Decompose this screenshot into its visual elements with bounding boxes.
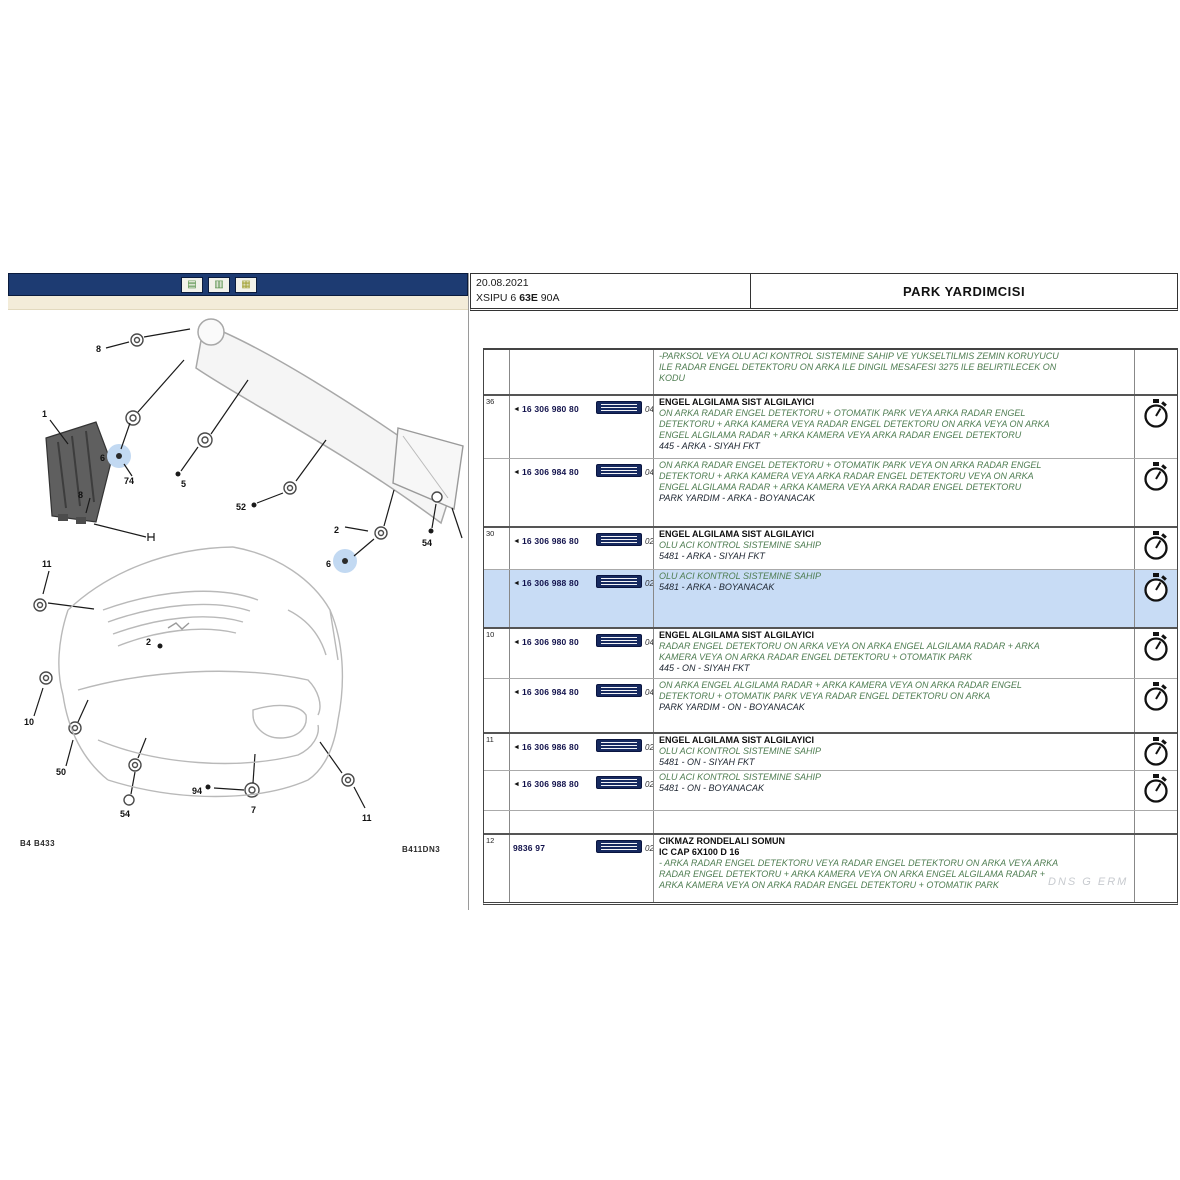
quantity: 04 (645, 468, 654, 477)
price-cell (596, 734, 653, 770)
badge-stripes-icon (601, 843, 637, 850)
header-date-ref (471, 274, 751, 308)
part-number-cell (510, 811, 596, 833)
part-number-link[interactable]: 16 306 988 80 (521, 779, 579, 789)
price-cell (596, 771, 653, 810)
callout-label[interactable]: 54 (422, 538, 433, 548)
price-badge[interactable] (596, 401, 642, 414)
table-row-selected[interactable] (484, 569, 1177, 627)
price-badge[interactable] (596, 533, 642, 546)
parts-table-panel (470, 273, 1178, 905)
part-number-link[interactable]: 9836 97 (513, 843, 546, 853)
diagram-panel (8, 273, 469, 910)
row-marker-icon: ◄ (513, 781, 520, 788)
part-number-cell (510, 528, 596, 569)
control-module-part (46, 422, 111, 522)
diagram-header-strip (8, 296, 468, 310)
table-row (484, 732, 1177, 770)
callout-label[interactable]: 8 (96, 344, 102, 354)
part-number-cell (510, 570, 596, 627)
header-date: 20.08.2021 (476, 277, 529, 289)
price-cell (596, 396, 653, 458)
description-cell: OLU ACI KONTROL SISTEMINE SAHIP 5481 - ARKA - BOYANACAK (653, 570, 1134, 627)
callout-label[interactable]: 5 (181, 479, 187, 489)
part-number-link[interactable]: 16 306 986 80 (521, 742, 579, 752)
stopwatch-icon[interactable] (1143, 531, 1169, 561)
description-cell: ON ARKA ENGEL ALGILAMA RADAR + ARKA KAMERA VEYA ON ARKA RADAR ENGEL DETEKTORU + OTOMATIK PARK VEYA RADAR ENGEL DETEKTORU ON ARKA PARK YARDIM - ON - BOYANACAK (653, 679, 1134, 732)
price-badge[interactable] (596, 840, 642, 853)
stopwatch-icon[interactable] (1143, 399, 1169, 429)
price-cell (596, 459, 653, 526)
group-number-cell (484, 459, 510, 526)
description-cell: ENGEL ALGILAMA SIST ALGILAYICI ON ARKA RADAR ENGEL DETEKTORU + OTOMATIK PARK VEYA ARKA RADAR ENGEL DETEKTORU + ARKA KAMERA VEYA RADAR ENGEL DETEKTORU ON ARKA VEYA ON ARKA ENGEL ALGILAMA RADAR + ARKA KAMERA VEYA ARKA RADAR ENGEL DETEKTORU 445 - ARKA - SIYAH FKT (653, 396, 1134, 458)
callout-label[interactable]: 54 (120, 809, 131, 819)
callout-label[interactable]: 10 (24, 717, 35, 727)
group-number-cell (484, 811, 510, 833)
front-bumper-fascia (59, 547, 343, 797)
price-cell (596, 350, 653, 394)
price-cell (596, 679, 653, 732)
callout-label[interactable]: 11 (362, 813, 372, 823)
part-number-cell (510, 629, 596, 678)
part-number-cell (510, 350, 596, 394)
callout-label[interactable]: 7 (251, 805, 257, 815)
callout-label[interactable]: 6 (100, 453, 106, 463)
diagram-code-left: B4 B433 (20, 839, 56, 848)
page-title: PARK YARDIMCISI (902, 283, 1026, 299)
callout-label[interactable]: 11 (42, 559, 52, 569)
quantity: 02 (645, 844, 654, 853)
callout-label[interactable]: 52 (236, 502, 247, 512)
description-cell (653, 811, 1134, 833)
description-cell: -PARKSOL VEYA OLU ACI KONTROL SISTEMINE SAHIP VE YUKSELTILMIS ZEMIN KORUYUCU ILE RADAR ENGEL DETEKTORU ON ARKA ILE DINGIL MESAFESI 3275 ILE BELIRTILECEK ON KODU (653, 350, 1134, 394)
labor-time-cell (1134, 835, 1177, 902)
part-number-cell (510, 396, 596, 458)
labor-time-cell (1134, 629, 1177, 678)
labor-time-cell (1134, 459, 1177, 526)
part-number-cell (510, 771, 596, 810)
table-header (470, 273, 1178, 311)
stopwatch-icon[interactable] (1143, 632, 1169, 662)
quantity: 04 (645, 405, 654, 414)
table-row (484, 627, 1177, 678)
group-number-cell: 11 (484, 734, 510, 770)
price-badge[interactable] (596, 634, 642, 647)
quantity: 02 (645, 780, 654, 789)
row-marker-icon: ◄ (513, 469, 520, 476)
price-badge[interactable] (596, 575, 642, 588)
callout-label[interactable]: 8 (78, 490, 84, 500)
price-cell (596, 629, 653, 678)
row-marker-icon: ◄ (513, 744, 520, 751)
labor-time-cell (1134, 771, 1177, 810)
price-badge[interactable] (596, 776, 642, 789)
callout-label[interactable]: 50 (56, 767, 67, 777)
callout-label[interactable]: 94 (192, 786, 203, 796)
part-number-link[interactable]: 16 306 980 80 (521, 404, 579, 414)
quantity: 04 (645, 688, 654, 697)
labor-time-cell (1134, 811, 1177, 833)
badge-stripes-icon (601, 687, 637, 694)
group-number-cell (484, 350, 510, 394)
price-cell (596, 528, 653, 569)
header-reference: XSIPU 6 63E 90A (476, 292, 560, 304)
quantity: 04 (645, 638, 654, 647)
callout-label[interactable]: 74 (124, 476, 135, 486)
toolbar-icon-2[interactable]: ▥ (208, 277, 230, 293)
table-row (484, 526, 1177, 569)
group-number-cell (484, 679, 510, 732)
labor-time-cell (1134, 570, 1177, 627)
diagram-code-right: B411DN3 (402, 845, 441, 854)
table-row-spacer (484, 810, 1177, 833)
labor-time-cell (1134, 734, 1177, 770)
highlighted-sensor-2[interactable] (333, 549, 357, 573)
row-marker-icon: ◄ (513, 538, 520, 545)
price-cell (596, 811, 653, 833)
stopwatch-icon[interactable] (1143, 737, 1169, 767)
labor-time-cell (1134, 350, 1177, 394)
part-number-link[interactable]: 16 306 988 80 (521, 578, 579, 588)
row-marker-icon: ◄ (513, 689, 520, 696)
group-number-cell: 36 (484, 396, 510, 458)
quantity: 02 (645, 537, 654, 546)
toolbar-icon-1[interactable]: ▤ (181, 277, 203, 293)
stopwatch-icon[interactable] (1143, 462, 1169, 492)
description-cell: ENGEL ALGILAMA SIST ALGILAYICI OLU ACI KONTROL SISTEMINE SAHIP 5481 - ON - SIYAH FKT (653, 734, 1134, 770)
part-number-cell (510, 835, 596, 902)
stopwatch-icon[interactable] (1143, 682, 1169, 712)
table-row-note (484, 350, 1177, 394)
badge-stripes-icon (601, 637, 637, 644)
callout-label[interactable]: 1 (42, 409, 48, 419)
group-number-cell: 12 (484, 835, 510, 902)
group-number-cell: 10 (484, 629, 510, 678)
group-number-cell (484, 570, 510, 627)
price-badge[interactable] (596, 739, 642, 752)
quantity: 02 (645, 743, 654, 752)
table-row (484, 458, 1177, 526)
callout-label[interactable]: 2 (146, 637, 152, 647)
table-row (484, 770, 1177, 810)
toolbar-icon-3[interactable]: ▦ (235, 277, 257, 293)
part-number-cell (510, 734, 596, 770)
group-number-cell: 30 (484, 528, 510, 569)
description-cell: ENGEL ALGILAMA SIST ALGILAYICI RADAR ENGEL DETEKTORU ON ARKA VEYA ON ARKA ENGEL ALGILAMA RADAR + ARKA KAMERA VEYA ON ARKA RADAR ENGEL DETEKTORU + OTOMATIK PARK 445 - ON - SIYAH FKT (653, 629, 1134, 678)
stopwatch-icon[interactable] (1143, 573, 1169, 603)
part-number-link[interactable]: 16 306 984 80 (521, 687, 579, 697)
highlighted-sensor-1[interactable] (107, 444, 131, 468)
badge-stripes-icon (601, 742, 637, 749)
exploded-view-drawing (8, 310, 468, 909)
row-marker-icon: ◄ (513, 639, 520, 646)
table-row (484, 833, 1177, 902)
badge-stripes-icon (601, 467, 637, 474)
price-badge[interactable] (596, 464, 642, 477)
badge-stripes-icon (601, 536, 637, 543)
labor-time-cell (1134, 396, 1177, 458)
labor-time-cell (1134, 679, 1177, 732)
description-cell: OLU ACI KONTROL SISTEMINE SAHIP 5481 - ON - BOYANACAK (653, 771, 1134, 810)
description-cell: ENGEL ALGILAMA SIST ALGILAYICI OLU ACI KONTROL SISTEMINE SAHIP 5481 - ARKA - SIYAH FKT (653, 528, 1134, 569)
description-cell: CIKMAZ RONDELALI SOMUN IC CAP 6X100 D 16 - ARKA RADAR ENGEL DETEKTORU VEYA RADAR ENGEL DETEKTORU ON ARKA VEYA ARKA RADAR ENGEL DETEKTORU + ARKA KAMERA VEYA ON ARKA ENGEL ALGILAMA RADAR + ARKA KAMERA VEYA ON ARKA RADAR ENGEL DETEKTORU + OTOMATIK PARK (653, 835, 1134, 902)
description-cell: ON ARKA RADAR ENGEL DETEKTORU + OTOMATIK PARK VEYA ON ARKA RADAR ENGEL DETEKTORU + ARKA KAMERA VEYA ARKA RADAR ENGEL DETEKTORU VEYA ON ARKA ENGEL ALGILAMA RADAR + ARKA KAMERA VEYA ARKA RADAR ENGEL DETEKTORU PARK YARDIM - ARKA - BOYANACAK (653, 459, 1134, 526)
labor-time-cell (1134, 528, 1177, 569)
price-badge[interactable] (596, 684, 642, 697)
part-number-link[interactable]: 16 306 980 80 (521, 637, 579, 647)
badge-stripes-icon (601, 779, 637, 786)
price-cell (596, 835, 653, 902)
part-number-link[interactable]: 16 306 984 80 (521, 467, 579, 477)
table-row (484, 394, 1177, 458)
part-number-cell (510, 459, 596, 526)
part-number-link[interactable]: 16 306 986 80 (521, 536, 579, 546)
diagram-toolbar (8, 273, 468, 296)
table-row (484, 678, 1177, 732)
group-number-cell (484, 771, 510, 810)
leader-dots (158, 472, 434, 790)
sensor-parts (34, 334, 442, 805)
badge-stripes-icon (601, 578, 637, 585)
quantity: 02 (645, 579, 654, 588)
parts-table (483, 348, 1178, 905)
price-cell (596, 570, 653, 627)
stopwatch-icon[interactable] (1143, 774, 1169, 804)
row-marker-icon: ◄ (513, 580, 520, 587)
callout-label[interactable]: 6 (326, 559, 332, 569)
row-marker-icon: ◄ (513, 406, 520, 413)
callout-label[interactable]: 2 (334, 525, 340, 535)
part-number-cell (510, 679, 596, 732)
badge-stripes-icon (601, 404, 637, 411)
watermark-text: DNS G ERM (1048, 876, 1129, 888)
